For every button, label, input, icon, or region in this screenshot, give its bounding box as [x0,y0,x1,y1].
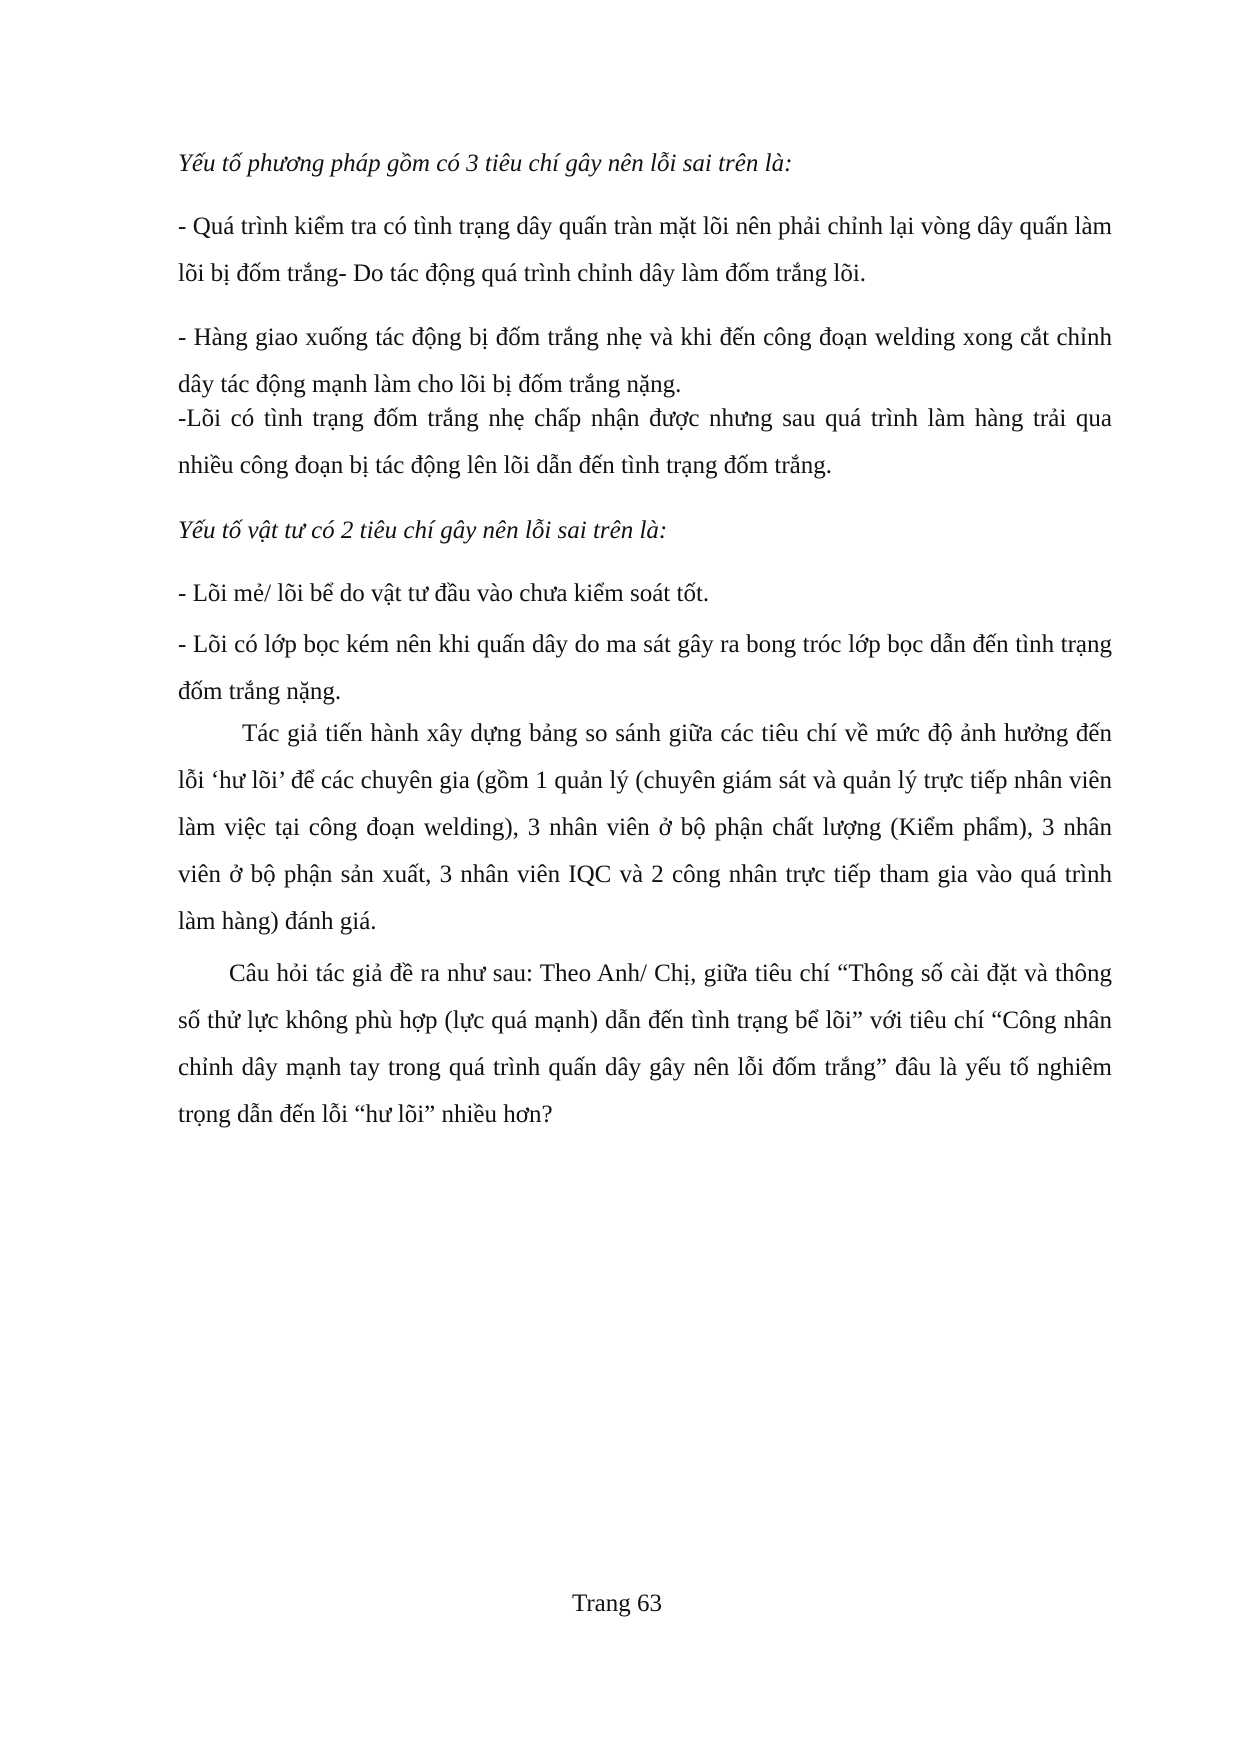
method-item-1: - Quá trình kiểm tra có tình trạng dây quấn tràn mặt lõi nên phải chỉnh lại vòng dây quấn làm lõi bị đốm trắng- Do tác động quá trình chỉnh dây làm đốm trắng lõi. [178,213,1112,287]
material-item-2: - Lõi có lớp bọc kém nên khi quấn dây do ma sát gây ra bong tróc lớp bọc dẫn đến tình trạng đốm trắng nặng. [178,631,1112,705]
page-number: Trang 63 [571,1590,663,1617]
method-heading: Yếu tố phương pháp gồm có 3 tiêu chí gây nên lỗi sai trên là: [178,150,793,177]
paragraph-question: Câu hỏi tác giả đề ra như sau: Theo Anh/ Chị, giữa tiêu chí “Thông số cài đặt và thông số thử lực không phù hợp (lực quá mạnh) dẫn đến tình trạng bể lõi” với tiêu chí “Công nhân chỉnh dây mạnh tay trong quá trình quấn dây gây nên lỗi đốm trắng” đâu là yếu tố nghiêm trọng dẫn đến lỗi “hư lõi” nhiều hơn? [178,960,1112,1128]
method-item-2: - Hàng giao xuống tác động bị đốm trắng nhẹ và khi đến công đoạn welding xong cắt chỉnh dây tác động mạnh làm cho lõi bị đốm trắng nặng. [178,324,1112,398]
method-item-3: -Lõi có tình trạng đốm trắng nhẹ chấp nhận được nhưng sau quá trình làm hàng trải qua nhiều công đoạn bị tác động lên lõi dẫn đến tình trạng đốm trắng. [178,405,1112,479]
material-item-1: - Lõi mẻ/ lõi bể do vật tư đầu vào chưa kiểm soát tốt. [178,580,710,607]
paragraph-expert: Tác giả tiến hành xây dựng bảng so sánh giữa các tiêu chí về mức độ ảnh hưởng đến lỗi ‘hư lõi’ để các chuyên gia (gồm 1 quản lý (chuyên giám sát và quản lý trực tiếp nhân viên làm việc tại công đoạn welding), 3 nhân viên ở bộ phận chất lượng (Kiểm phẩm), 3 nhân viên ở bộ phận sản xuất, 3 nhân viên IQC và 2 công nhân trực tiếp tham gia vào quá trình làm hàng) đánh giá. [178,720,1112,935]
material-heading: Yếu tố vật tư có 2 tiêu chí gây nên lỗi sai trên là: [178,517,668,544]
